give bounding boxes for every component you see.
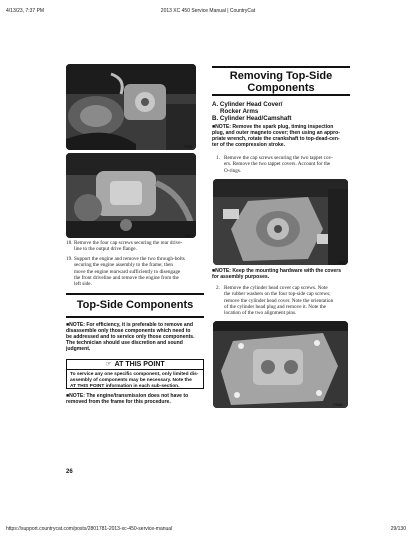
photo-id-label: FI832	[337, 261, 346, 265]
at-this-point-body: To service any one specific component, only limited dis- assembly of components may be necessary. Note the AT THIS POINT information in each sub-section.	[70, 372, 199, 389]
tappet-covers-photo	[213, 179, 348, 265]
engine-photo-2	[66, 153, 196, 238]
at-this-point-title: ☞ AT THIS POINT	[67, 360, 203, 370]
page-number: 26	[66, 469, 73, 475]
engine-photo-1	[66, 64, 196, 150]
print-page-title: 2013 XC 450 Service Manual | CountryCat	[160, 8, 256, 14]
subhead-b-cylinder-head-camshaft: B. Cylinder Head/Camshaft	[212, 115, 292, 122]
print-url: https://support.countrycat.com/posts/2801781-2013-xc-450-service-manual	[6, 526, 173, 532]
at-this-point-box	[66, 359, 204, 389]
subhead-a-cylinder-head-cover: A. Cylinder Head Cover/ Rocker Arms	[212, 101, 283, 115]
photo-id-label: FI838A	[333, 403, 344, 407]
pointing-hand-icon: ☞	[105, 361, 112, 368]
section-title-top-side-components: Top-Side Components	[66, 293, 204, 318]
note-keep-hardware: ■NOTE: Keep the mounting hardware with the covers for assembly purposes.	[212, 268, 342, 281]
cylinder-head-photo	[213, 321, 348, 408]
print-timestamp: 4/13/23, 7:37 PM	[6, 8, 45, 14]
photo-id-label: FI807	[185, 234, 194, 238]
note-engine-removal: ■NOTE: The engine/transmission does not have to removed from the frame for this procedure.	[66, 393, 189, 406]
section-title-removing-top-side: Removing Top-Side Components	[212, 66, 350, 96]
note-efficiency: ■NOTE: For efficiency, it is preferable to remove and disassemble only those components which need to be addressed and to service only those components. The technician should use discretion and sound judgment.	[66, 322, 195, 353]
print-page-count: 29/130	[390, 526, 406, 532]
note-spark-plug: ■NOTE: Remove the spark plug, timing inspection plug, and outer magneto cover; then using an appro- priate wrench, rotate the crankshaft to top-dead-cen- ter of the compression stroke.	[212, 124, 340, 149]
photo-id-label: FI928	[184, 145, 193, 149]
